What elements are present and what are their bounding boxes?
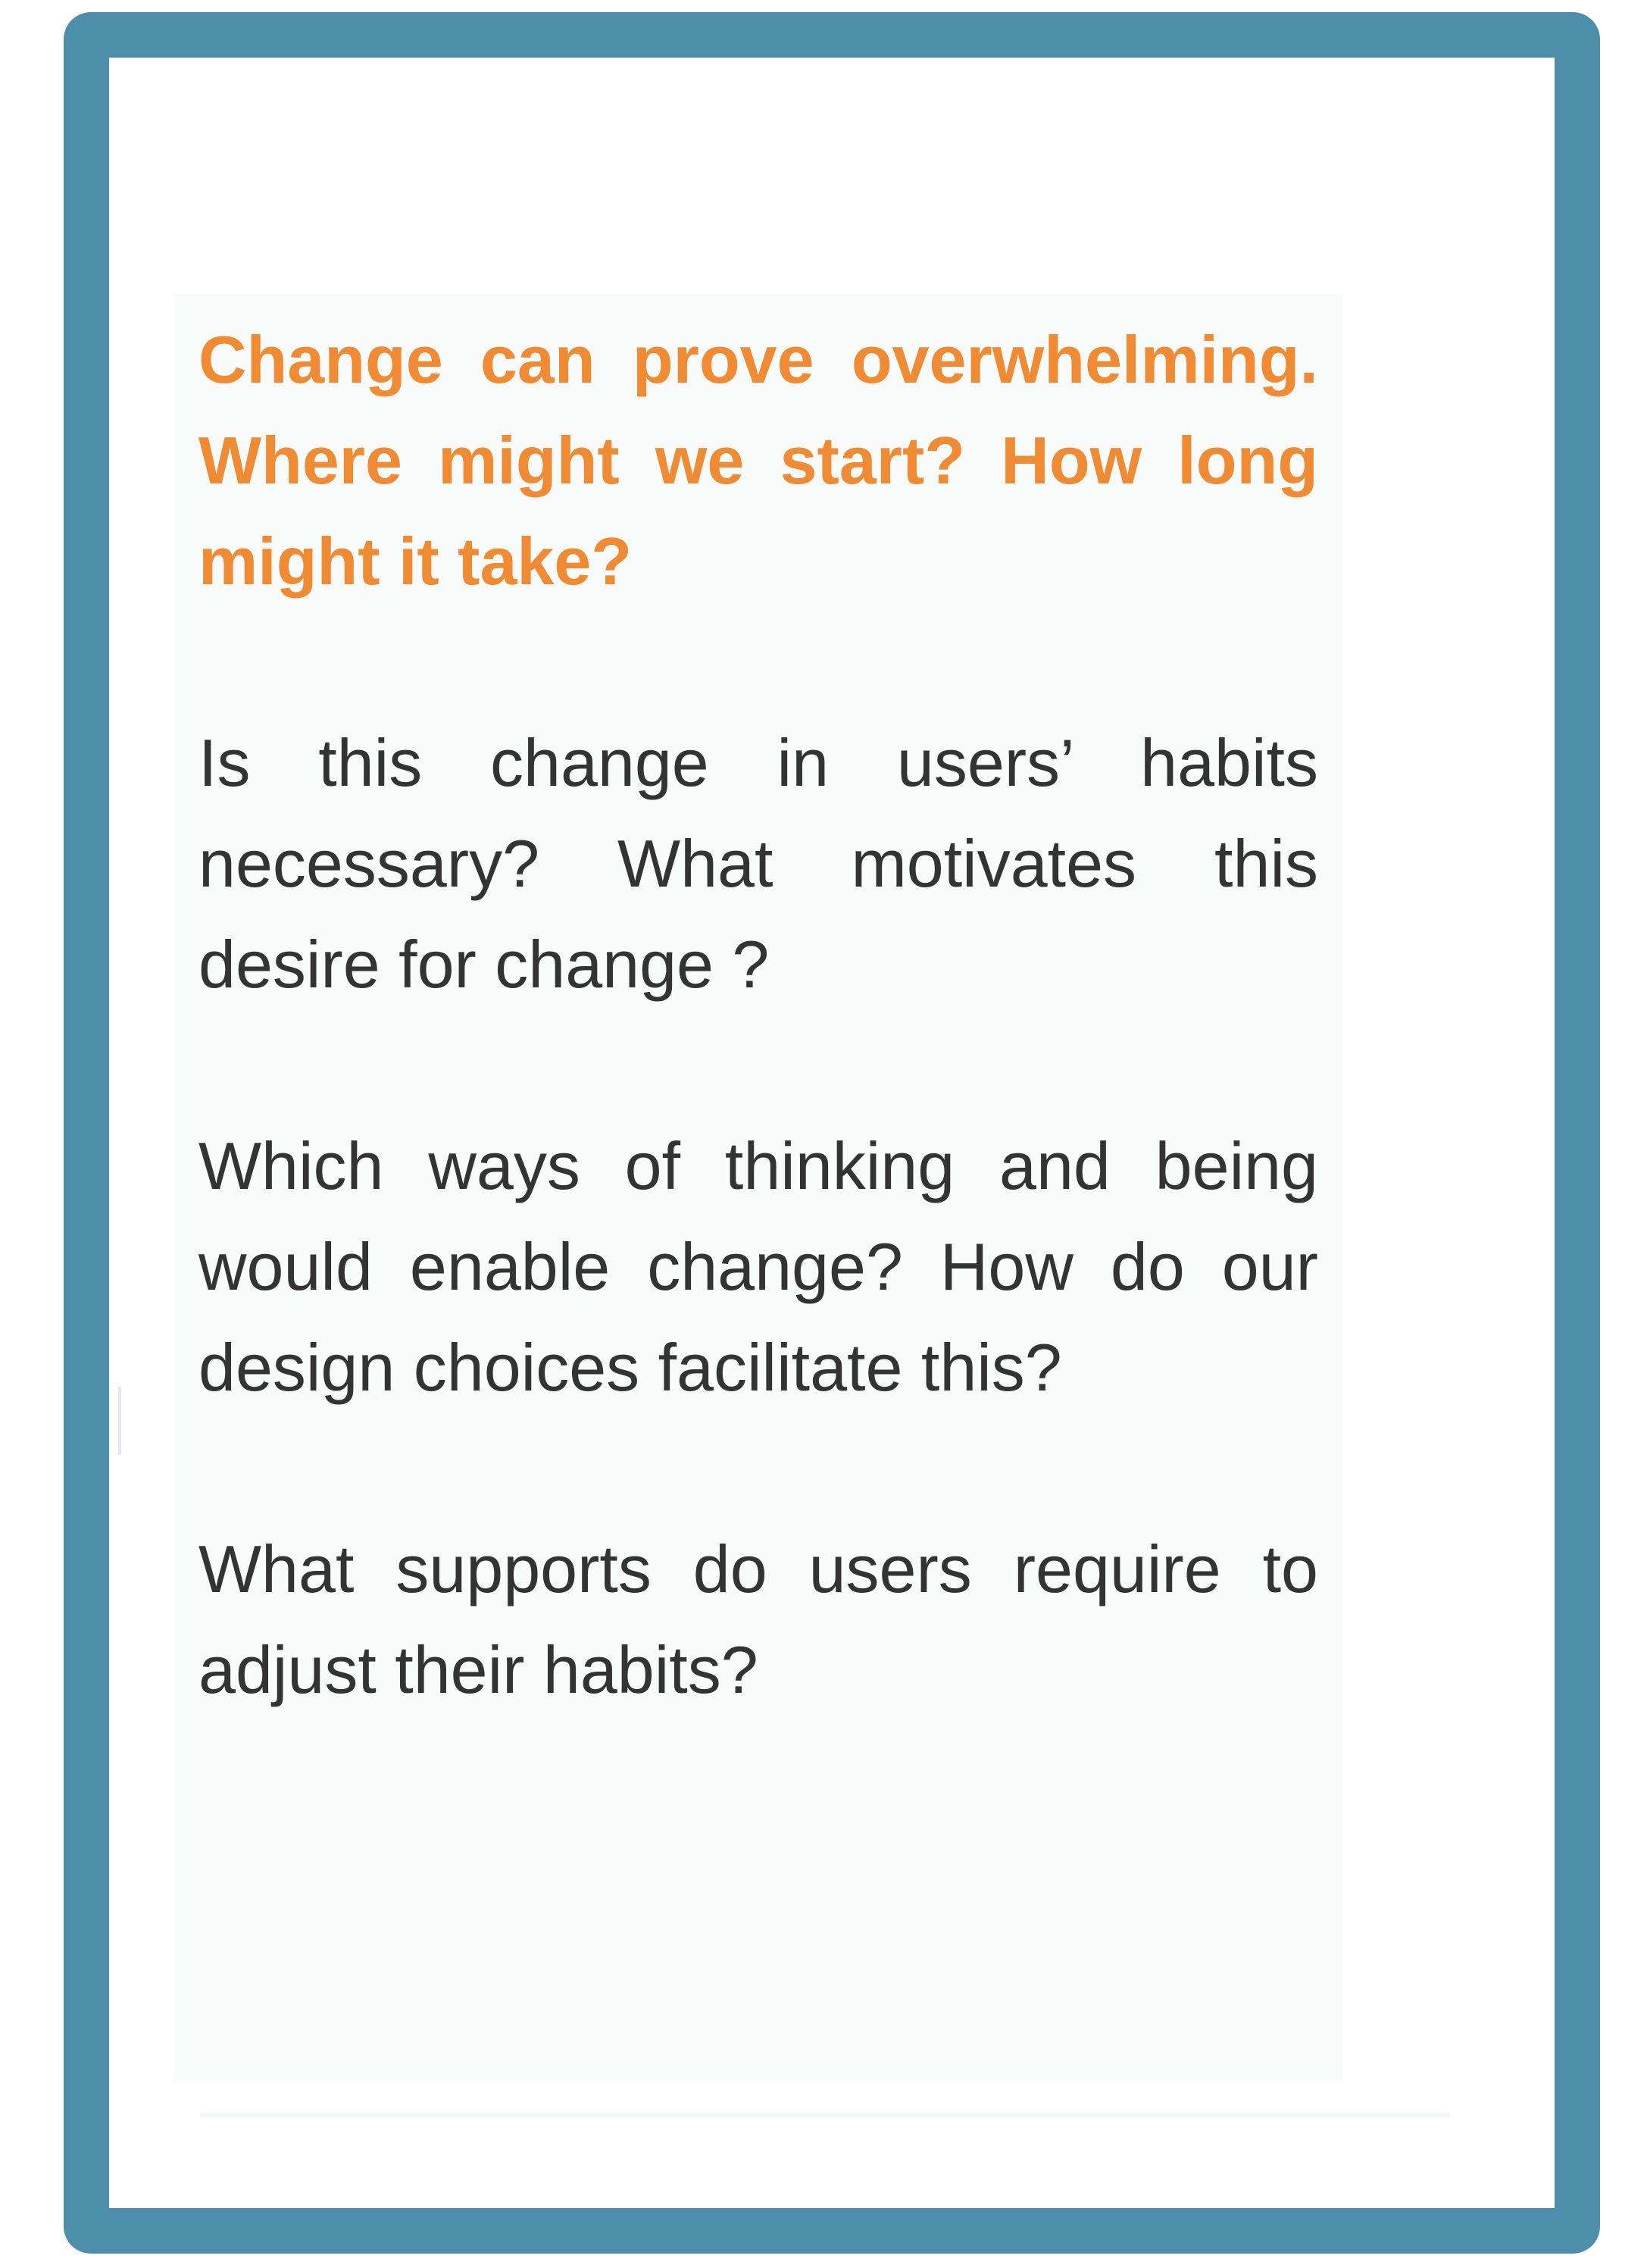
card-heading: Change can prove overwhelming. Where might we start? How long might it take? bbox=[198, 322, 1318, 599]
question-paragraph-3: What supports do users require to adjust their habits? bbox=[198, 1531, 1318, 1707]
card-content bbox=[198, 309, 1318, 1720]
question-paragraph-1: Is this change in users’ habits necessary? What motivates this desire for change ? bbox=[198, 725, 1318, 1002]
panel-divider bbox=[200, 2113, 1450, 2117]
frame-mark bbox=[118, 1387, 121, 1455]
question-paragraph-2: Which ways of thinking and being would enable change? How do our design choices facilitate this? bbox=[198, 1128, 1318, 1405]
